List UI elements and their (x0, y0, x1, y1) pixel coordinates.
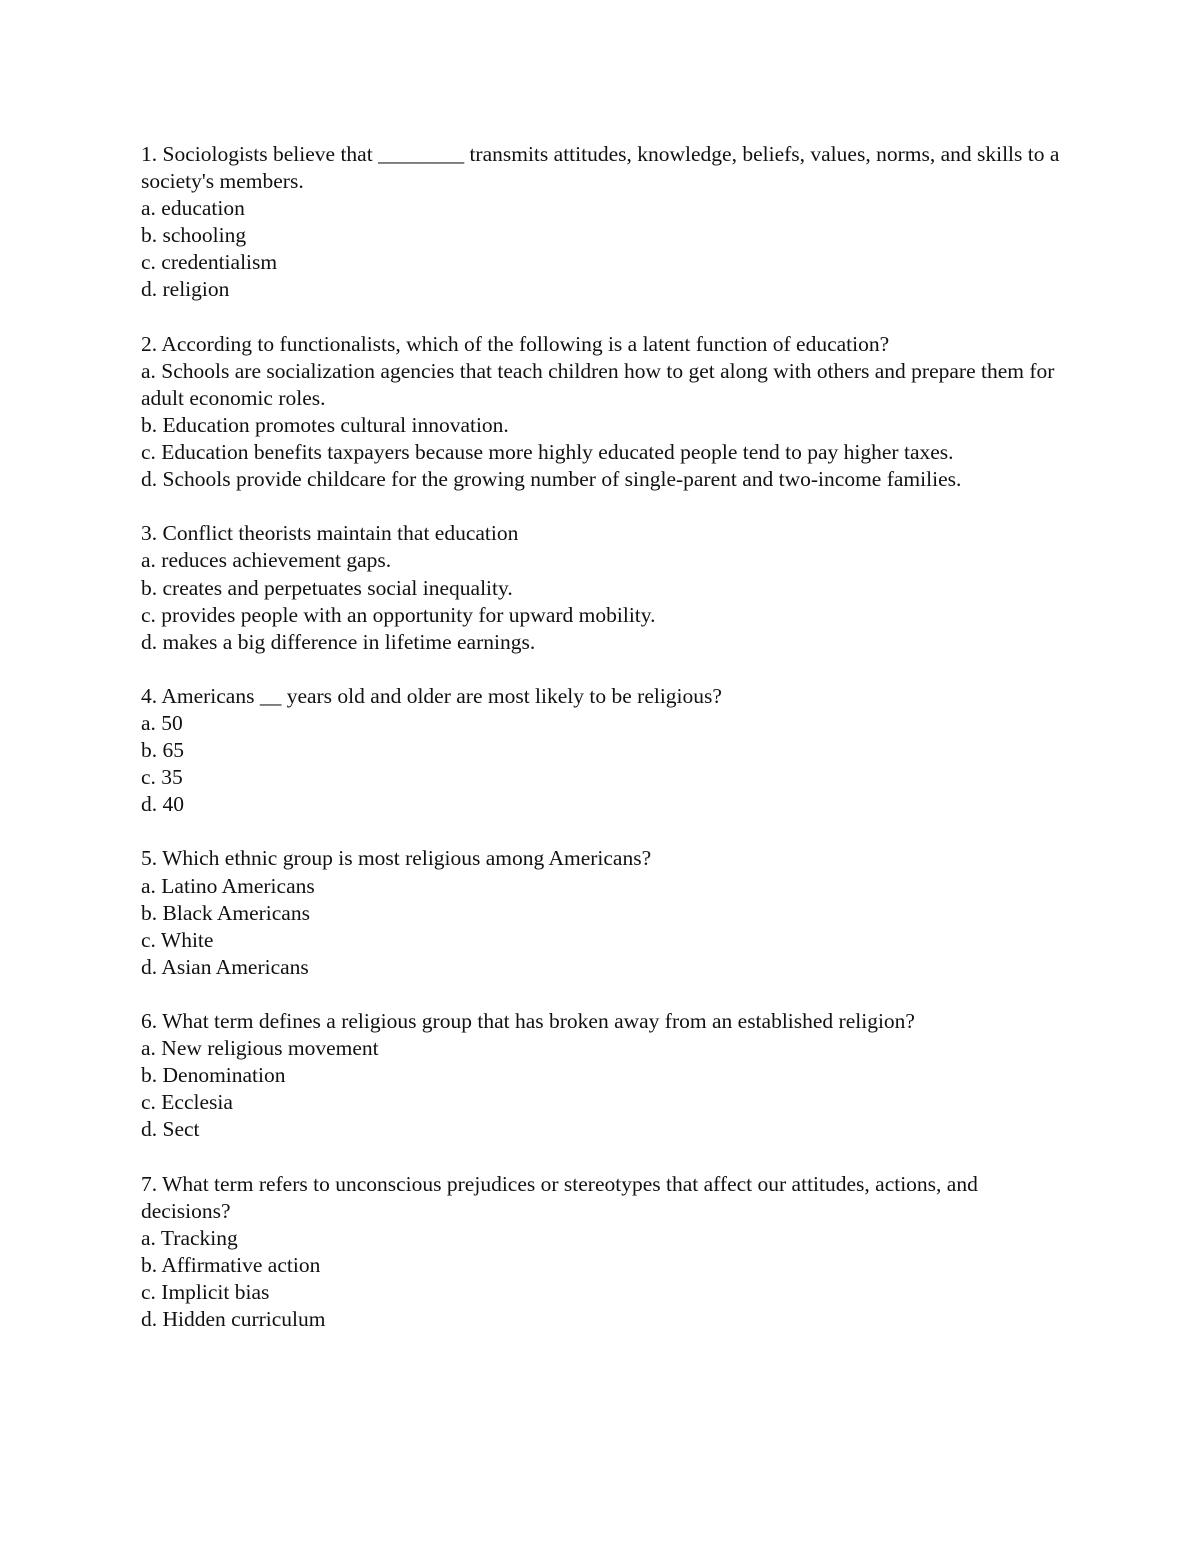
question-text: 5. Which ethnic group is most religious among Americans? (141, 846, 652, 871)
answer-option: b. 65 (141, 738, 184, 763)
answer-option: a. education (141, 196, 245, 221)
answer-option: d. makes a big difference in lifetime earnings. (141, 629, 536, 654)
answer-option: b. creates and perpetuates social inequality. (141, 575, 513, 600)
answer-option: d. Hidden curriculum (141, 1307, 326, 1332)
question-text: 7. What term refers to unconscious prejudices or stereotypes that affect our attitudes, actions, and decisions? (141, 1171, 978, 1223)
question-1 (141, 141, 1071, 304)
answer-option: d. Sect (141, 1117, 200, 1142)
question-5 (141, 845, 1071, 980)
answer-option: d. 40 (141, 792, 184, 817)
answer-option: a. reduces achievement gaps. (141, 548, 392, 573)
answer-option: c. Ecclesia (141, 1090, 233, 1115)
question-text: 6. What term defines a religious group that has broken away from an established religion? (141, 1009, 915, 1033)
question-6 (141, 1008, 1071, 1143)
answer-option: c. provides people with an opportunity for upward mobility. (141, 602, 656, 627)
answer-option: d. Asian Americans (141, 954, 309, 979)
question-3 (141, 520, 1071, 655)
answer-option: c. credentialism (141, 250, 278, 275)
question-4 (141, 683, 1071, 818)
question-text: 2. According to functionalists, which of the following is a latent function of education? (141, 331, 890, 356)
answer-option: a. New religious movement (141, 1036, 379, 1061)
answer-option: a. Schools are socialization agencies that teach children how to get along with others and prepare them for adult economic roles. (141, 358, 1055, 410)
answer-option: c. White (141, 927, 214, 952)
answer-option: a. Latino Americans (141, 873, 315, 898)
question-text: 3. Conflict theorists maintain that education (141, 521, 519, 546)
answer-option: b. Education promotes cultural innovation. (141, 412, 509, 437)
question-text: 4. Americans __ years old and older are most likely to be religious? (141, 683, 722, 708)
answer-option: c. 35 (141, 765, 183, 790)
answer-option: b. Denomination (141, 1063, 286, 1088)
question-2 (141, 331, 1071, 494)
answer-option: a. Tracking (141, 1225, 238, 1250)
answer-option: c. Education benefits taxpayers because more highly educated people tend to pay higher taxes. (141, 440, 954, 465)
quiz-content (141, 141, 1071, 1360)
answer-option: b. schooling (141, 223, 247, 248)
answer-option: c. Implicit bias (141, 1279, 270, 1304)
question-7 (141, 1171, 1071, 1334)
answer-option: b. Affirmative action (141, 1252, 321, 1277)
answer-option: b. Black Americans (141, 900, 310, 925)
answer-option: d. Schools provide childcare for the growing number of single-parent and two-income families. (141, 467, 962, 492)
answer-option: a. 50 (141, 710, 183, 735)
question-text: 1. Sociologists believe that ________ transmits attitudes, knowledge, beliefs, values, norms, and skills to a society's members. (141, 142, 1060, 194)
answer-option: d. religion (141, 277, 230, 302)
